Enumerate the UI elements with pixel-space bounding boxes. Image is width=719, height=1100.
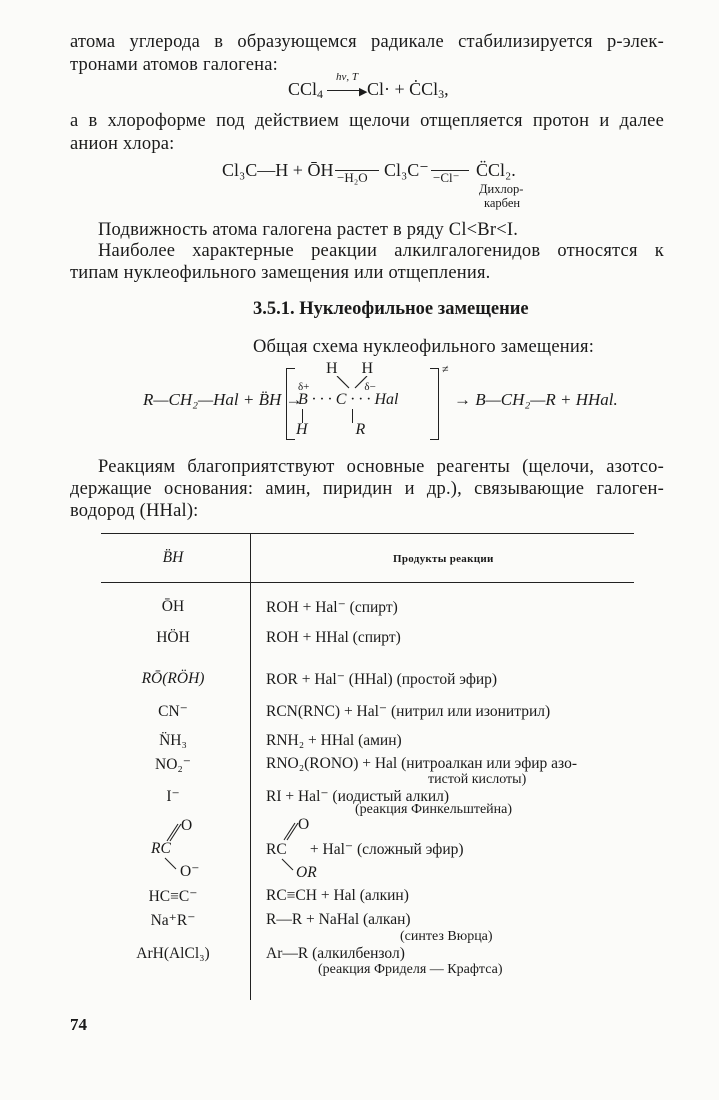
table-header-rule xyxy=(101,582,634,583)
eq2-left: Cl₃C—H + ŌH xyxy=(222,160,334,180)
scheme-intro: Общая схема нуклеофильного замещения: xyxy=(253,337,595,357)
ts-charges: δ+ δ− xyxy=(298,381,376,393)
table-row-product-or: OR xyxy=(296,864,317,881)
table-row-reagent: Na⁺R⁻ xyxy=(150,912,196,929)
table-row-reagent: HÖH xyxy=(156,629,190,646)
eq1-left: CCl xyxy=(288,79,318,99)
intro-line-5: Подвижность атома галогена растет в ряду Cl<Br<I. xyxy=(98,220,519,240)
scheme-left: R—CH₂—Hal + B̈H → xyxy=(143,390,303,409)
table-row-product-cont: тистой кислоты) xyxy=(428,772,527,787)
intro-line-1: атома углерода в образующемся радикале стабилизируется p-элек- xyxy=(70,32,664,52)
table-row-product: Ar—R (алкилбензол) xyxy=(266,945,405,962)
ts-dagger: ≠ xyxy=(442,362,449,376)
single-bond-glyph xyxy=(281,858,295,877)
eq1-right: Cl· + ĊCl$_3$, xyxy=(367,79,449,101)
table-row-reagent: I⁻ xyxy=(166,788,180,805)
eq2-minus-water: −H₂O xyxy=(337,170,368,185)
table-row-product: R—R + NaHal (алкан) xyxy=(266,911,411,928)
table-row-reagent: NO₂⁻ xyxy=(155,756,191,773)
table-row-product-o: O xyxy=(298,816,310,833)
table-row-product: RCN(RNC) + Hal⁻ (нитрил или изонитрил) xyxy=(266,703,551,720)
intro-line-4: анион хлора: xyxy=(70,134,175,154)
table-row-reagent: RC xyxy=(151,840,171,857)
ts-bracket-left xyxy=(286,368,295,440)
intro-line-3: а в хлороформе под действием щелочи отщепляется протон и далее xyxy=(70,111,664,131)
table-row-product: ROR + Hal⁻ (HHal) (простой эфир) xyxy=(266,671,498,688)
table-row-product-cont: (синтез Вюрца) xyxy=(400,929,493,944)
table-row-reagent: HC≡C⁻ xyxy=(148,888,198,905)
table-column-divider xyxy=(250,533,251,1000)
table-row-product-cont: (реакция Фриделя — Крафтса) xyxy=(318,962,503,977)
table-row-product: ROH + Hal⁻ (спирт) xyxy=(266,599,398,616)
table-row-reagent: ŌH xyxy=(161,598,185,615)
single-bond-glyph xyxy=(164,857,178,876)
intro-line-6: Наиболее характерные реакции алкилгалогенидов относятся к xyxy=(98,241,664,261)
table-row-reagent-o: O xyxy=(181,817,193,834)
scheme-right: → B—CH₂—R + HHal. xyxy=(454,390,618,409)
table-row-reagent-o2: O⁻ xyxy=(180,863,200,880)
eq1-arrow xyxy=(327,90,363,91)
ts-middle: B · · · C · · · Hal xyxy=(298,391,399,408)
table-top-rule xyxy=(101,533,634,534)
eq2-label-1: Дихлор- xyxy=(479,182,524,196)
paragraph-line-2: держащие основания: амин, пиридин и др.), связывающие галоген- xyxy=(70,479,664,499)
ts-bottom: H R xyxy=(296,421,366,438)
table-row-product: RNH₂ + HHal (амин) xyxy=(266,732,402,749)
ts-bracket-right xyxy=(430,368,439,440)
table-row-reagent: CN⁻ xyxy=(158,703,188,720)
ts-top-h: H H xyxy=(326,360,374,377)
table-header-reagent: B̈H xyxy=(162,549,184,566)
table-row-reagent: N̈H₃ xyxy=(159,732,187,749)
intro-line-2: тронами атомов галогена: xyxy=(70,55,278,75)
table-row-product: RI + Hal⁻ (иодистый алкил) xyxy=(266,788,450,805)
paragraph-line-1: Реакциям благоприятствуют основные реагенты (щелочи, азотсо- xyxy=(98,457,664,477)
table-header-products: Продукты реакции xyxy=(393,553,494,565)
equation-1: CCl$_4$ xyxy=(288,79,324,101)
table-row-reagent: ArH(AlCl₃) xyxy=(136,945,210,962)
eq2-mid: Cl₃C⁻ xyxy=(384,160,429,180)
table-row-product: RC≡CH + Hal (алкин) xyxy=(266,887,409,904)
eq1-condition: hν, T xyxy=(336,71,358,83)
eq2-label-2: карбен xyxy=(484,196,521,210)
table-row-product: ROH + HHal (спирт) xyxy=(266,629,401,646)
table-row-product-cont: (реакция Финкельштейна) xyxy=(355,802,513,817)
table-row-reagent: RŌ(RÖH) xyxy=(141,670,205,687)
table-row-product: RC + Hal⁻ (сложный эфир) xyxy=(266,841,464,858)
paragraph-line-3: водород (HHal): xyxy=(70,501,199,521)
page-number: 74 xyxy=(70,1015,87,1034)
section-heading: 3.5.1. Нуклеофильное замещение xyxy=(253,299,529,319)
table-row-product: RNO₂(RONO) + Hal (нитроалкан или эфир азо- xyxy=(266,755,577,772)
eq2-minus-chloride: −Cl⁻ xyxy=(433,170,460,185)
intro-line-7: типам нуклеофильного замещения или отщепления. xyxy=(70,263,491,283)
eq2-right: C̈Cl₂. xyxy=(476,160,516,180)
